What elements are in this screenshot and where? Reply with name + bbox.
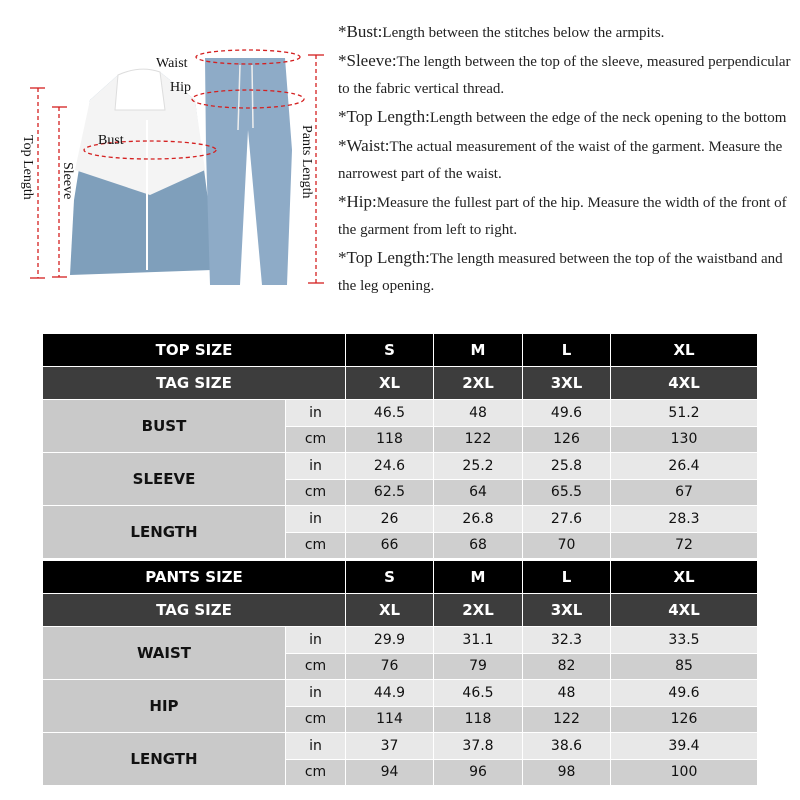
value-cell: 66 [346,532,434,559]
unit-cell: cm [286,426,346,453]
note-bust: *Bust:Length between the stitches below the armpits. [338,22,665,41]
measurement-label: SLEEVE [43,453,286,506]
unit-cell: in [286,453,346,480]
unit-cell: cm [286,759,346,786]
hip-label: Hip [170,80,191,95]
tag-size-cell: 3XL [523,594,611,627]
measurement-label: LENGTH [43,733,286,786]
value-cell: 44.9 [346,680,434,707]
note-hip: *Hip:Measure the fullest part of the hip. Measure the width of the front of the garment from left to right. [338,192,787,238]
tag-size-cell: 4XL [611,594,758,627]
value-cell: 46.5 [346,400,434,427]
value-cell: 70 [523,532,611,559]
value-cell: 38.6 [523,733,611,760]
size-cell: L [523,561,611,594]
value-cell: 98 [523,759,611,786]
measurement-label: BUST [43,400,286,453]
value-cell: 39.4 [611,733,758,760]
value-cell: 49.6 [523,400,611,427]
unit-cell: in [286,627,346,654]
note-top-length: *Top Length:Length between the edge of the neck opening to the bottom [338,107,787,126]
tag-size-cell: 2XL [434,367,523,400]
value-cell: 122 [523,706,611,733]
product-illustration [0,0,340,300]
value-cell: 37 [346,733,434,760]
value-cell: 37.8 [434,733,523,760]
size-cell: L [523,334,611,367]
unit-cell: in [286,506,346,533]
unit-cell: cm [286,532,346,559]
table-row [43,733,758,760]
jacket-image [70,69,212,275]
value-cell: 32.3 [523,627,611,654]
value-cell: 28.3 [611,506,758,533]
value-cell: 48 [434,400,523,427]
value-cell: 48 [523,680,611,707]
value-cell: 51.2 [611,400,758,427]
size-header-row [43,561,758,594]
size-header: PANTS SIZE [43,561,346,594]
measurement-label: WAIST [43,627,286,680]
value-cell: 46.5 [434,680,523,707]
unit-cell: cm [286,653,346,680]
value-cell: 126 [611,706,758,733]
note-sleeve: *Sleeve:The length between the top of the sleeve, measured perpendicular to the fabric vertical thread. [338,51,791,97]
value-cell: 49.6 [611,680,758,707]
measurement-label: LENGTH [43,506,286,559]
unit-cell: cm [286,706,346,733]
value-cell: 29.9 [346,627,434,654]
value-cell: 27.6 [523,506,611,533]
table-row [43,680,758,707]
waist-label: Waist [156,56,188,71]
size-cell: M [434,334,523,367]
tag-size-row [43,594,758,627]
value-cell: 67 [611,479,758,506]
tag-size-row [43,367,758,400]
value-cell: 79 [434,653,523,680]
value-cell: 26.8 [434,506,523,533]
value-cell: 25.2 [434,453,523,480]
tag-size-cell: 3XL [523,367,611,400]
value-cell: 31.1 [434,627,523,654]
size-cell: XL [611,561,758,594]
unit-cell: in [286,400,346,427]
table-row [43,506,758,533]
note-waist: *Waist:The actual measurement of the waist of the garment. Measure the narrowest part of the waist. [338,136,783,182]
value-cell: 26.4 [611,453,758,480]
value-cell: 96 [434,759,523,786]
measurement-notes [338,18,798,300]
value-cell: 26 [346,506,434,533]
tag-size-cell: 4XL [611,367,758,400]
measurement-label: HIP [43,680,286,733]
note-pants-length: *Top Length:The length measured between the top of the waistband and the leg opening. [338,248,783,294]
tag-size-header: TAG SIZE [43,594,346,627]
value-cell: 24.6 [346,453,434,480]
value-cell: 62.5 [346,479,434,506]
tag-size-cell: XL [346,594,434,627]
table-row [43,627,758,654]
value-cell: 100 [611,759,758,786]
value-cell: 64 [434,479,523,506]
value-cell: 122 [434,426,523,453]
unit-cell: in [286,733,346,760]
top-size-table [42,333,758,559]
size-header-row [43,334,758,367]
sleeve-label: Sleeve [60,162,75,200]
size-cell: XL [611,334,758,367]
value-cell: 82 [523,653,611,680]
value-cell: 85 [611,653,758,680]
value-cell: 118 [434,706,523,733]
size-cell: S [346,334,434,367]
pants-length-label: Pants Length [299,125,314,199]
value-cell: 118 [346,426,434,453]
unit-cell: in [286,680,346,707]
table-row [43,453,758,480]
value-cell: 130 [611,426,758,453]
table-row [43,400,758,427]
value-cell: 33.5 [611,627,758,654]
value-cell: 114 [346,706,434,733]
size-cell: S [346,561,434,594]
value-cell: 76 [346,653,434,680]
value-cell: 94 [346,759,434,786]
value-cell: 126 [523,426,611,453]
unit-cell: cm [286,479,346,506]
value-cell: 25.8 [523,453,611,480]
bust-label: Bust [98,133,124,148]
value-cell: 72 [611,532,758,559]
tag-size-cell: 2XL [434,594,523,627]
top-length-label: Top Length [20,135,35,200]
tag-size-header: TAG SIZE [43,367,346,400]
value-cell: 65.5 [523,479,611,506]
pants-size-table [42,560,758,786]
size-cell: M [434,561,523,594]
tag-size-cell: XL [346,367,434,400]
size-header: TOP SIZE [43,334,346,367]
value-cell: 68 [434,532,523,559]
